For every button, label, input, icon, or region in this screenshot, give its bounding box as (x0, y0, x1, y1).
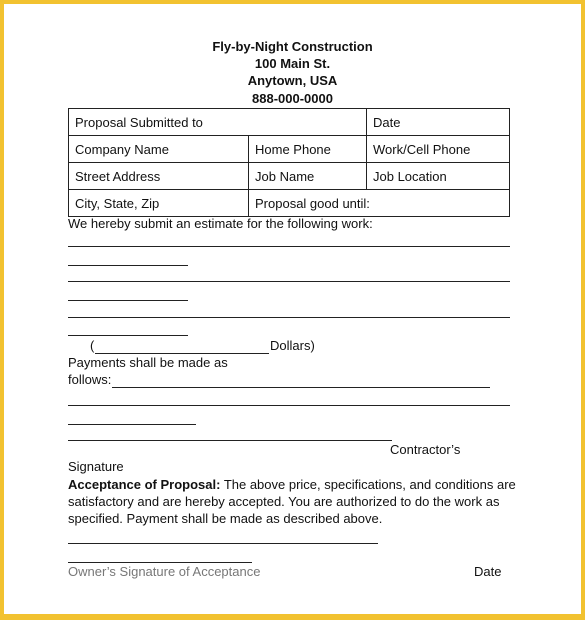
dollars-amount-line[interactable] (95, 353, 269, 354)
work-line-6[interactable] (68, 335, 188, 336)
table-row (69, 136, 510, 163)
payments-line-1[interactable] (112, 387, 490, 388)
contractors-label: Contractor’s (390, 442, 461, 457)
company-street: 100 Main St. (254, 56, 331, 71)
document-page (4, 4, 581, 614)
company-name: Fly-by-Night Construction (212, 39, 373, 54)
owner-signature-label: Owner’s Signature of Acceptance (68, 564, 261, 579)
job-name-cell[interactable]: Job Name (249, 163, 367, 190)
payments-label-line1: Payments shall be made as (68, 355, 228, 370)
table-row (69, 190, 510, 217)
company-phone: 888-000-0000 (252, 91, 333, 106)
owner-signature-line-2[interactable] (68, 562, 252, 563)
contractor-signature-line[interactable] (68, 440, 392, 441)
work-line-2[interactable] (68, 265, 188, 266)
street-address-cell[interactable]: Street Address (69, 163, 249, 190)
company-city: Anytown, USA (247, 73, 338, 88)
table-row (69, 109, 510, 136)
work-cell-phone-cell[interactable]: Work/Cell Phone (367, 136, 510, 163)
payments-label-line2: follows: (68, 372, 112, 387)
proposal-submitted-to-cell[interactable]: Proposal Submitted to (69, 109, 367, 136)
acceptance-paragraph-line1 (68, 477, 516, 493)
estimate-intro: We hereby submit an estimate for the following work: (68, 216, 373, 231)
acceptance-text-3: specified. Payment shall be made as described above. (68, 511, 383, 526)
date-cell[interactable]: Date (367, 109, 510, 136)
signature-label: Signature (68, 459, 124, 474)
owner-signature-line-1[interactable] (68, 543, 378, 544)
payments-line-3[interactable] (68, 424, 196, 425)
owner-date-label: Date (474, 564, 502, 579)
acceptance-heading: Acceptance of Proposal: (68, 477, 221, 492)
proposal-good-until-cell[interactable]: Proposal good until: (249, 190, 510, 217)
work-line-1[interactable] (68, 246, 510, 247)
city-state-zip-cell[interactable]: City, State, Zip (69, 190, 249, 217)
job-location-cell[interactable]: Job Location (367, 163, 510, 190)
proposal-info-table (68, 108, 510, 217)
table-row (69, 163, 510, 190)
dollars-label: Dollars) (270, 338, 315, 353)
work-line-3[interactable] (68, 281, 510, 282)
work-line-4[interactable] (68, 300, 188, 301)
dollars-open-paren: ( (90, 338, 95, 353)
work-line-5[interactable] (68, 317, 510, 318)
acceptance-text-2: satisfactory and are hereby accepted. You are authorized to do the work as (68, 494, 500, 509)
acceptance-text-1: The above price, specifications, and conditions are (220, 477, 516, 492)
home-phone-cell[interactable]: Home Phone (249, 136, 367, 163)
payments-line-2[interactable] (68, 405, 510, 406)
company-name-cell[interactable]: Company Name (69, 136, 249, 163)
